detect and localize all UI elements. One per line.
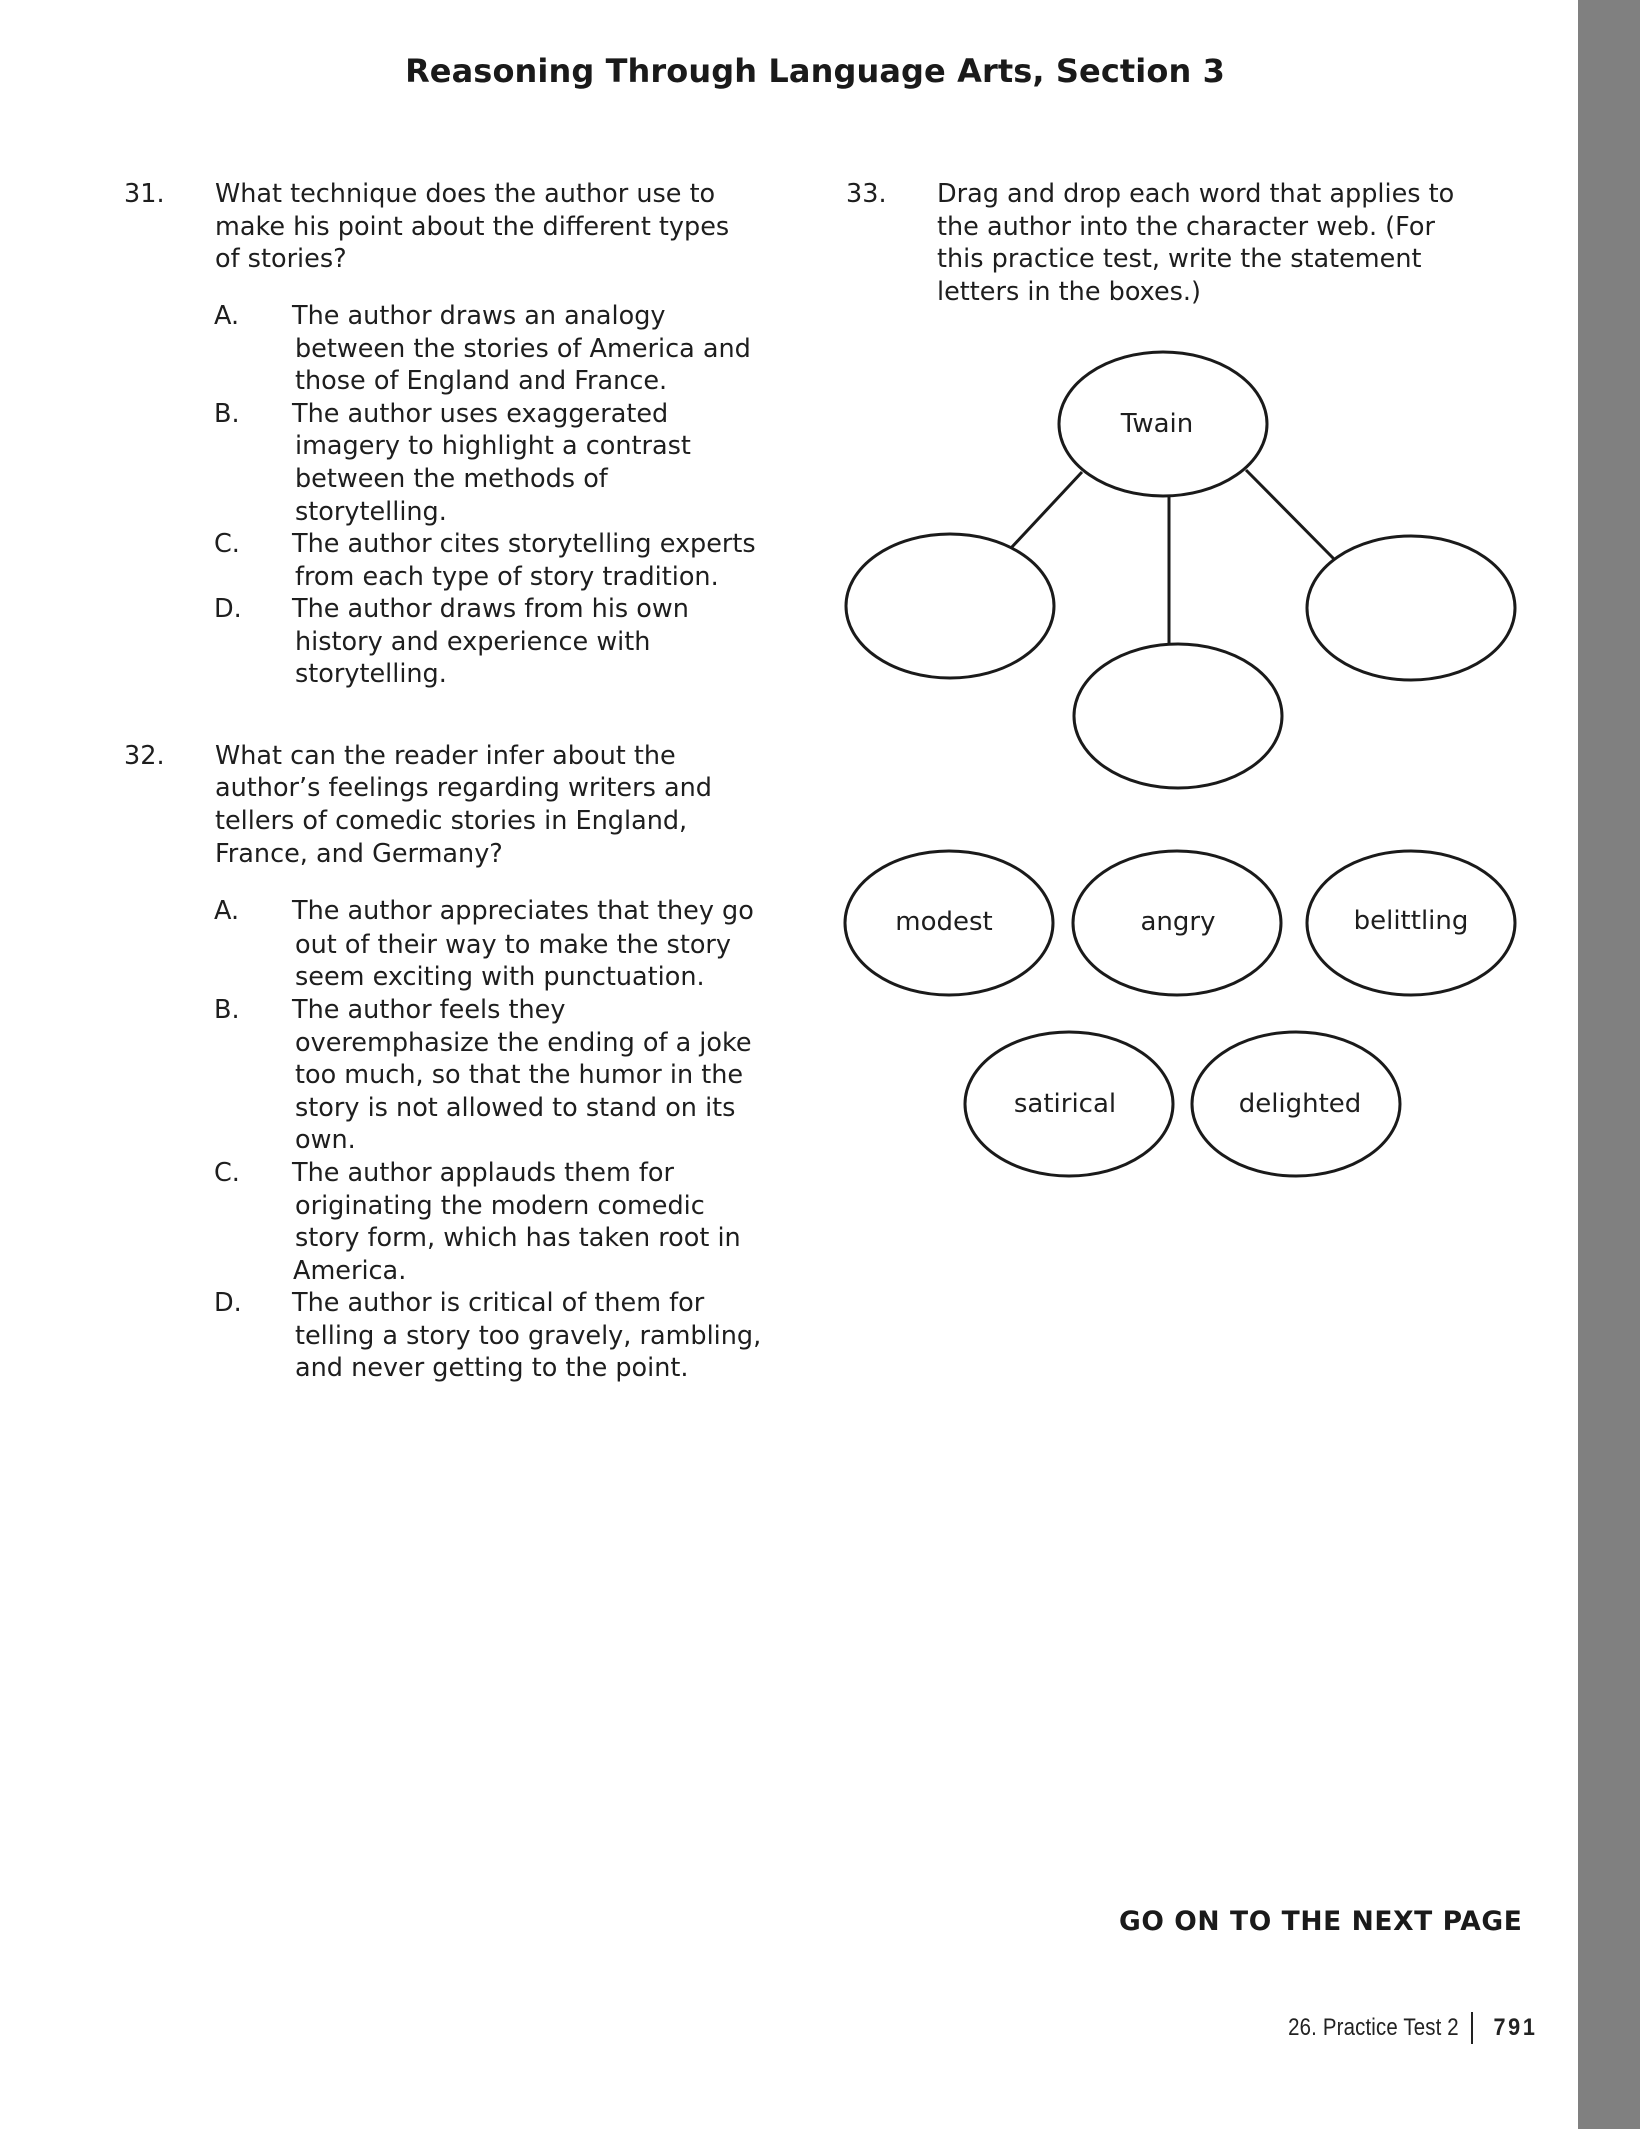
question-number: 31. (124, 179, 165, 209)
option-text-line: The author appreciates that they go (292, 896, 754, 926)
option-letter: C. (214, 1158, 240, 1188)
option-text-line: from each type of story tradition. (295, 562, 719, 592)
page-footer (1258, 2012, 1540, 2044)
option-text-line: story is not allowed to stand on its (295, 1093, 736, 1123)
word-label: belittling (1353, 906, 1469, 936)
question-stem-line: Drag and drop each word that applies to (937, 179, 1455, 209)
question-stem-line: letters in the boxes.) (937, 277, 1201, 307)
question-number: 32. (124, 741, 165, 771)
option-text-line: The author is critical of them for (292, 1288, 705, 1318)
option-text-line: originating the modern comedic (295, 1191, 705, 1221)
option-letter: A. (214, 301, 240, 331)
question-stem-line: of stories? (215, 244, 347, 274)
option-letter: C. (214, 529, 240, 559)
option-text-line: out of their way to make the story (295, 930, 731, 960)
option-text-line: telling a story too gravely, rambling, (295, 1321, 762, 1351)
page-number: 791 (1493, 2014, 1538, 2041)
option-text-line: The author draws from his own (292, 594, 689, 624)
option-text-line: storytelling. (295, 659, 447, 689)
option-letter: D. (214, 594, 242, 624)
center-node-label: Twain (1120, 409, 1194, 439)
option-text-line: history and experience with (295, 627, 651, 657)
word-label: delighted (1238, 1089, 1362, 1119)
connector-line (1246, 470, 1334, 559)
question-stem-line: tellers of comedic stories in England, (215, 806, 688, 836)
connector-line (1011, 472, 1082, 548)
option-text-line: The author applauds them for (292, 1158, 674, 1188)
option-text-line: those of England and France. (295, 366, 668, 396)
option-text-line: between the stories of America and (295, 334, 751, 364)
option-text-line: The author draws an analogy (292, 301, 666, 331)
question-stem-line: What technique does the author use to (215, 179, 716, 209)
question-stem-line: the author into the character web. (For (937, 212, 1435, 242)
option-letter: B. (214, 399, 240, 429)
word-label: modest (895, 907, 993, 937)
option-letter: D. (214, 1288, 242, 1318)
option-text-line: between the methods of (295, 464, 608, 494)
option-text-line: own. (295, 1125, 356, 1155)
page-title: Reasoning Through Language Arts, Section 3 (405, 52, 1225, 90)
option-text-line: storytelling. (295, 497, 447, 527)
chapter-label: 26. Practice Test 2 (1288, 2014, 1459, 2041)
question-stem-line: this practice test, write the statement (937, 244, 1422, 274)
option-text-line: story form, which has taken root in (295, 1223, 741, 1253)
option-text-line: and never getting to the point. (295, 1353, 689, 1383)
drop-slot-middle[interactable] (1074, 644, 1282, 788)
option-letter: B. (214, 995, 240, 1025)
option-text-line: America. (293, 1256, 407, 1286)
option-letter: A. (214, 896, 240, 926)
question-stem-line: France, and Germany? (215, 839, 503, 869)
option-text-line: overemphasize the ending of a joke (295, 1028, 752, 1058)
option-text-line: imagery to highlight a contrast (295, 431, 691, 461)
footer-divider (1471, 2012, 1473, 2044)
option-text-line: too much, so that the humor in the (295, 1060, 744, 1090)
question-number: 33. (846, 179, 887, 209)
drop-slot-left[interactable] (846, 534, 1054, 678)
option-text-line: seem exciting with punctuation. (295, 962, 705, 992)
question-stem-line: author’s feelings regarding writers and (215, 773, 712, 803)
option-text-line: The author feels they (292, 995, 566, 1025)
drop-slot-right[interactable] (1307, 536, 1515, 680)
word-label: angry (1140, 907, 1216, 937)
word-label: satirical (1013, 1089, 1117, 1119)
option-text-line: The author cites storytelling experts (292, 529, 756, 559)
go-on-next-page: GO ON TO THE NEXT PAGE (1119, 1906, 1523, 1937)
question-stem-line: What can the reader infer about the (215, 741, 676, 771)
option-text-line: The author uses exaggerated (292, 399, 669, 429)
question-stem-line: make his point about the different types (215, 212, 730, 242)
